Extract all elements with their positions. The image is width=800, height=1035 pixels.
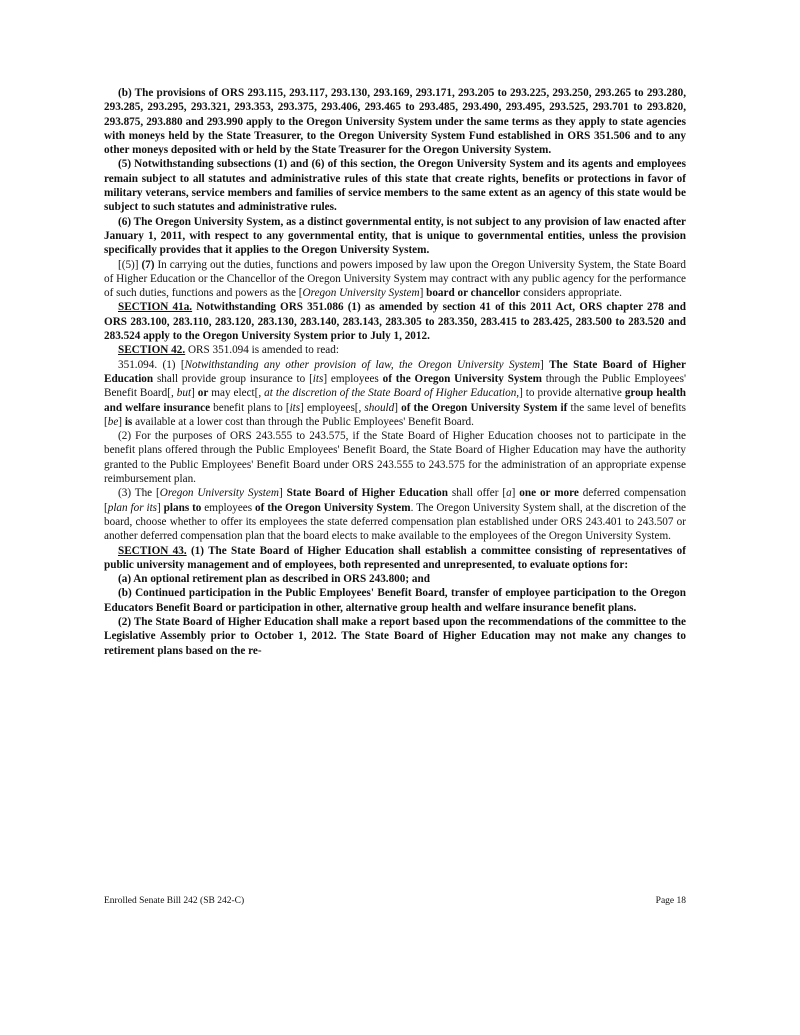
section-label: SECTION 43.	[118, 544, 187, 557]
section-42: SECTION 42. ORS 351.094 is amended to read:	[118, 344, 339, 357]
page-number: Page 18	[655, 896, 686, 906]
paragraph-43-a: (a) An optional retirement plan as described in ORS 243.800; and	[118, 573, 430, 586]
paragraph-43-b: (b) Continued participation in the Public Employees' Benefit Board, transfer of employee participation to the Oregon Educators Benefit Board or participation in other, alternative group health and welfare insurance benefit plans.	[104, 587, 686, 614]
paragraph-351-094-3: (3) The [Oregon University System] State Board of Higher Education shall offer [a] one or more deferred compensation [plan for its] plans to employees of the Oregon University System. The Oregon University System shall, at the discretion of the board, choose whether to offer its employees the state deferred compensation plan established under ORS 243.401 to 243.507 or another deferred compensation plan that the board elects to make available to the employees of the Oregon University System.	[104, 487, 687, 543]
paragraph-5: (5) Notwithstanding subsections (1) and (6) of this section, the Oregon University System and its agents and employees remain subject to all statutes and administrative rules of this state that create rights, benefits or protections in favor of military veterans, service members and families of service members to the same extent as an agency of this state would be subject to such statutes and administrative rules.	[104, 158, 686, 214]
paragraph-351-094-1: 351.094. (1) [Notwithstanding any other provision of law, the Oregon University System] The State Board of Higher Education shall provide group insurance to [its] employees of the Oregon University System through the Public Employees' Benefit Board[, but] or may elect[, at the discretion of the State Board of Higher Education,] to provide alternative group health and welfare insurance benefit plans to [its] employees[, should] of the Oregon University System if the same level of benefits [be] is available at a lower cost than through the Public Employees' Benefit Board.	[104, 358, 687, 428]
section-41a: SECTION 41a. Notwithstanding ORS 351.086 (1) as amended by section 41 of this 2011 Act, ORS chapter 278 and ORS 283.100, 283.110, 283.120, 283.130, 283.140, 283.143, 283.305 to 283.350, 283.415 to 283.425, 283.500 to 283.520 and 283.524 apply to the Oregon University System prior to July 1, 2012.	[104, 301, 686, 343]
paragraph-6: (6) The Oregon University System, as a distinct governmental entity, is not subject to any provision of law enacted after January 1, 2011, with respect to any governmental entity, that is unique to governmental entities, unless the provision specifically provides that it applies to the Oregon University System.	[104, 215, 686, 257]
paragraph-351-094-2: (2) For the purposes of ORS 243.555 to 243.575, if the State Board of Higher Education chooses not to participate in the benefit plans offered through the Public Employees' Benefit Board, the State Board of Higher Education may have the authority granted to the Public Employees' Benefit Board under ORS 243.555 to 243.575 for the administration of an appropriate expense reimbursement plan.	[104, 430, 686, 486]
paragraph-4b: (b) The provisions of ORS 293.115, 293.117, 293.130, 293.169, 293.171, 293.205 to 293.225, 293.250, 293.265 to 293.280, 293.285, 293.295, 293.321, 293.353, 293.375, 293.406, 293.465 to 293.485, 293.490, 293.495, 293.525, 293.701 to 293.820, 293.875, 293.880 and 293.990 apply to the Oregon University System under the same terms as they apply to state agencies with moneys held by the State Treasurer, to the Oregon University System Fund established in ORS 351.506 and to any other moneys deposited with or held by the State Treasurer for the Oregon University System.	[104, 87, 686, 157]
document-body	[104, 86, 686, 658]
page-footer	[104, 896, 686, 906]
section-43: SECTION 43. (1) The State Board of Higher Education shall establish a committee consisting of representatives of public university management and of employees, both represented and unrepresented, to evaluate options for:	[104, 544, 686, 571]
bill-identifier: Enrolled Senate Bill 242 (SB 242-C)	[104, 896, 245, 906]
section-label: SECTION 42.	[118, 344, 186, 357]
section-label: SECTION 41a.	[118, 301, 193, 314]
paragraph-7: [(5)] (7) In carrying out the duties, functions and powers imposed by law upon the Oregon University System, the State Board of Higher Education or the Chancellor of the Oregon University System may contract with any public agency for the performance of such duties, functions and powers as the [Oregon University System] board or chancellor considers appropriate.	[104, 258, 686, 300]
paragraph-43-2: (2) The State Board of Higher Education shall make a report based upon the recommendations of the committee to the Legislative Assembly prior to October 1, 2012. The State Board of Higher Education may not make any changes to retirement plans based on the re-	[104, 615, 686, 657]
